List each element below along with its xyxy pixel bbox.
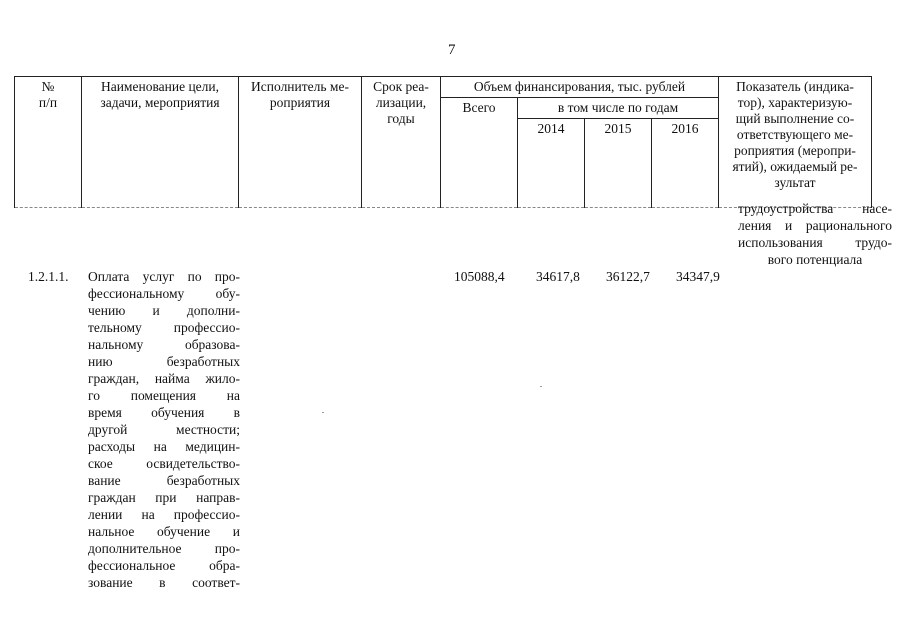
header-col-indicator	[719, 77, 872, 208]
row-value-2014: 34617,8	[536, 269, 580, 284]
header-col-total: Всего	[441, 98, 518, 208]
scan-speck	[322, 412, 324, 413]
header-col-term-line1: Срок реа-	[373, 79, 429, 94]
row-name-line: граждан, найма жило-	[88, 371, 240, 386]
header-col-indicator-line6: ятий), ожидаемый ре-	[732, 159, 858, 174]
header-year-2014: 2014	[518, 119, 585, 208]
header-col-name	[82, 77, 239, 208]
row-name-line: время обучения в	[88, 405, 240, 420]
header-col-funding: Объем финансирования, тыс. рублей	[441, 77, 719, 98]
row-name-line: Оплата услуг по про-	[88, 269, 240, 284]
header-year-2016: 2016	[652, 119, 719, 208]
row-name-line: нию безработных	[88, 354, 240, 369]
row-name-line: зование в соответ-	[88, 575, 240, 590]
row-name-line: другой местности;	[88, 422, 240, 437]
row-name-line: чению и дополни-	[88, 303, 240, 318]
row-name	[88, 268, 240, 591]
row-number: 1.2.1.1.	[28, 269, 69, 284]
row-name-line: ское освидетельство-	[88, 456, 240, 471]
row-name-line: нальному образова-	[88, 337, 240, 352]
header-col-indicator-line3: щий выполнение со-	[735, 111, 855, 126]
header-col-name-line2: задачи, мероприятия	[100, 95, 220, 110]
row-name-line: расходы на медицин-	[88, 439, 240, 454]
header-col-number-line2: п/п	[38, 95, 58, 110]
row-total: 105088,4	[454, 269, 505, 284]
header-col-indicator-line1: Показатель (индика-	[736, 79, 854, 94]
header-col-term	[362, 77, 441, 208]
row-value-2016: 34347,9	[676, 269, 720, 284]
header-col-number	[15, 77, 82, 208]
header-col-executor	[239, 77, 362, 208]
header-col-indicator-line4: ответствующего ме-	[736, 127, 854, 142]
header-col-term-line3: годы	[387, 111, 415, 126]
row-name-line: дополнительное про-	[88, 541, 240, 556]
row-name-line: лении на профессио-	[88, 507, 240, 522]
row-name-line: вание безработных	[88, 473, 240, 488]
header-year-2015: 2015	[585, 119, 652, 208]
scan-speck	[540, 386, 542, 387]
row-name-line: тельному профессио-	[88, 320, 240, 335]
header-col-name-line1: Наименование цели,	[100, 79, 220, 94]
header-col-executor-line2: роприятия	[269, 95, 331, 110]
header-col-number-line1: №	[41, 79, 55, 94]
header-col-indicator-line5: роприятия (меропри-	[734, 143, 856, 158]
indicator-line: ления и рационального	[738, 218, 892, 233]
header-col-indicator-line7: зультат	[774, 175, 816, 190]
row-name-line: фессиональное обра-	[88, 558, 240, 573]
indicator-continuation	[738, 200, 892, 268]
financing-table-header	[14, 76, 872, 208]
indicator-line: трудоустройства насе-	[738, 201, 892, 216]
row-name-line: го помещения на	[88, 388, 240, 403]
header-col-indicator-line2: тор), характеризую-	[737, 95, 853, 110]
header-col-executor-line1: Исполнитель ме-	[251, 79, 349, 94]
row-value-2015: 36122,7	[606, 269, 650, 284]
indicator-line: вого потенциала	[767, 252, 863, 267]
row-name-line: граждан при направ-	[88, 490, 240, 505]
header-col-by-years: в том числе по годам	[518, 98, 719, 119]
indicator-line: использования трудо-	[738, 235, 892, 250]
row-name-line: фессиональному обу-	[88, 286, 240, 301]
row-name-line: нальное обучение и	[88, 524, 240, 539]
header-col-term-line2: лизации,	[375, 95, 427, 110]
page-number: 7	[448, 42, 456, 58]
